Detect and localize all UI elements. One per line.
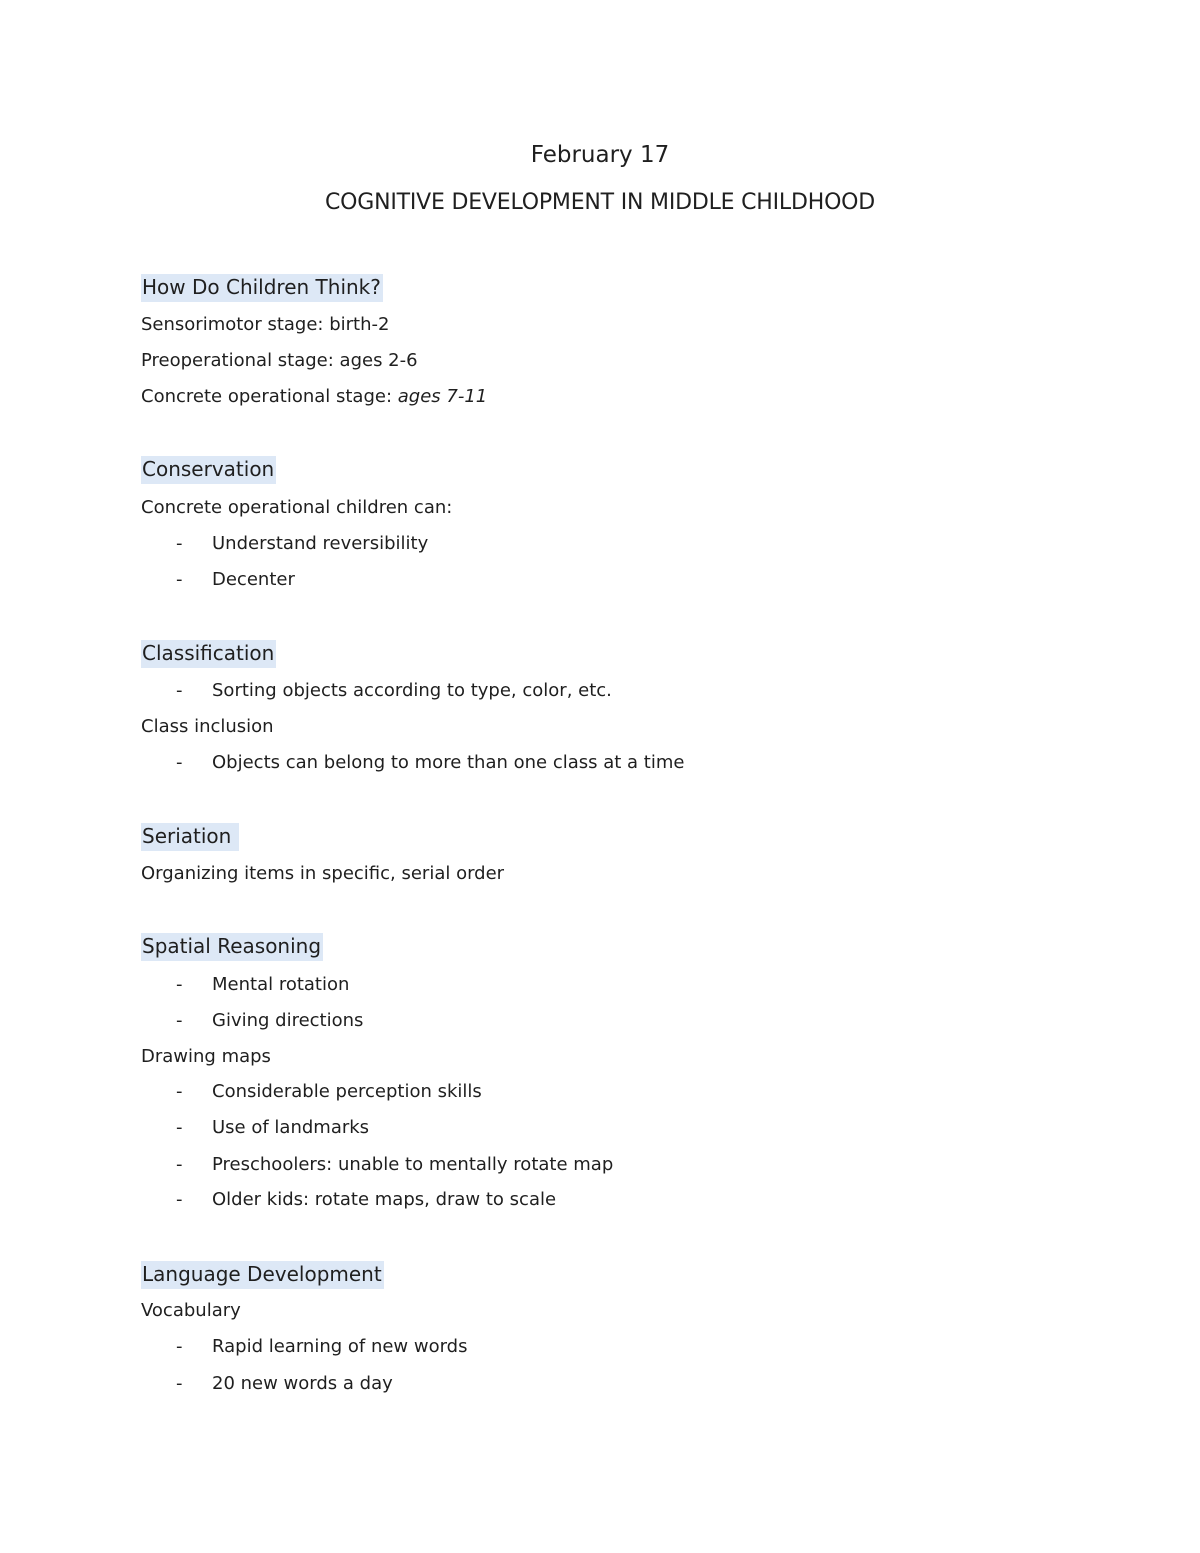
list-item-text: Objects can belong to more than one class at a time	[212, 752, 685, 773]
list-item-text: Older kids: rotate maps, draw to scale	[212, 1189, 557, 1210]
list-item-text: Rapid learning of new words	[212, 1336, 468, 1357]
list-item-text: Preschoolers: unable to mentally rotate map	[212, 1154, 614, 1175]
bullet-dash: -	[176, 1117, 183, 1138]
section-heading-seriation: Seriation	[141, 823, 239, 851]
list-item-text: Considerable perception skills	[212, 1081, 482, 1102]
text-line: Sensorimotor stage: birth-2	[141, 314, 390, 335]
bullet-dash: -	[176, 1373, 183, 1394]
list-item-text: Sorting objects according to type, color, etc.	[212, 680, 612, 701]
text-line-emphasis: ages 7-11	[397, 386, 488, 407]
text-line	[141, 385, 487, 409]
bullet-dash: -	[176, 1010, 183, 1031]
bullet-dash: -	[176, 974, 183, 995]
section-heading-classification: Classification	[141, 640, 276, 668]
text-line: Drawing maps	[141, 1046, 271, 1067]
text-line-label: Concrete operational stage:	[141, 386, 398, 407]
bullet-dash: -	[176, 1154, 183, 1175]
section-heading-spatial: Spatial Reasoning	[141, 933, 323, 961]
bullet-dash: -	[176, 680, 183, 701]
text-line: Concrete operational children can:	[141, 497, 453, 518]
list-item-text: 20 new words a day	[212, 1373, 393, 1394]
bullet-dash: -	[176, 1081, 183, 1102]
section-heading-conservation: Conservation	[141, 456, 276, 484]
list-item-text: Giving directions	[212, 1010, 364, 1031]
list-item-text: Decenter	[212, 569, 295, 590]
bullet-dash: -	[176, 1189, 183, 1210]
text-line: Organizing items in specific, serial order	[141, 863, 505, 884]
bullet-dash: -	[176, 569, 183, 590]
text-line: Preoperational stage: ages 2-6	[141, 350, 418, 371]
list-item-text: Mental rotation	[212, 974, 350, 995]
bullet-dash: -	[176, 1336, 183, 1357]
section-heading-thinking: How Do Children Think?	[141, 274, 383, 302]
text-line: Vocabulary	[141, 1300, 241, 1321]
bullet-dash: -	[176, 533, 183, 554]
document-title: COGNITIVE DEVELOPMENT IN MIDDLE CHILDHOOD	[324, 190, 876, 215]
list-item-text: Use of landmarks	[212, 1117, 370, 1138]
list-item-text: Understand reversibility	[212, 533, 429, 554]
section-heading-language: Language Development	[141, 1261, 384, 1289]
bullet-dash: -	[176, 752, 183, 773]
text-line: Class inclusion	[141, 716, 274, 737]
document-date: February 17	[530, 142, 670, 168]
